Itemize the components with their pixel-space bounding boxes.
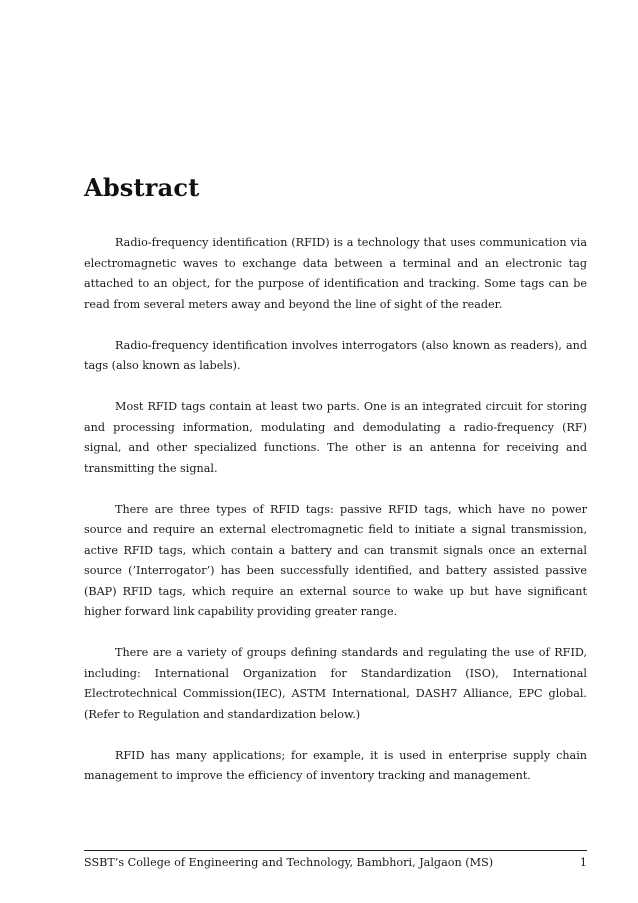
abstract-body (84, 233, 587, 807)
paragraph-standards: There are a variety of groups defining standards and regulating the use of RFID, including: International Organization for Standardization (ISO), International Electrotechnical Commission(IEC), ASTM International, DASH7 Alliance, EPC global. (Refer to Regulation and standardization below.) (84, 646, 587, 721)
footer-divider (84, 850, 587, 851)
paragraph-tag-types: There are three types of RFID tags: passive RFID tags, which have no power source and require an external electromagnetic field to initiate a signal transmission, active RFID tags, which contain a battery and can transmit signals once an external source (’Interrogator’) has been successfully identified, and battery assisted passive (BAP) RFID tags, which require an external source to wake up but have significant higher forward link capability providing greater range. (84, 502, 587, 618)
paragraph-tag-parts: Most RFID tags contain at least two parts. One is an integrated circuit for storing and processing information, modulating and demodulating a radio-frequency (RF) signal, and other specialized functions. The other is an antenna for receiving and transmitting the signal. (84, 400, 587, 475)
page-number: 1 (579, 856, 587, 869)
footer-institution: SSBT’s College of Engineering and Technology, Bambhori, Jalgaon (MS) (84, 856, 494, 869)
section-heading: Abstract (84, 173, 200, 202)
paragraph-applications: RFID has many applications; for example, it is used in enterprise supply chain management to improve the efficiency of inventory tracking and management. (84, 748, 587, 782)
paragraph-rfid-definition: Radio-frequency identification (RFID) is a technology that uses communication via electromagnetic waves to exchange data between a terminal and an electronic tag attached to an object, for the purpose of identification and tracking. Some tags can be read from several meters away and beyond the line of sight of the reader. (84, 236, 587, 311)
paragraph-interrogators: Radio-frequency identification involves interrogators (also known as readers), and tags (also known as labels). (84, 338, 587, 372)
